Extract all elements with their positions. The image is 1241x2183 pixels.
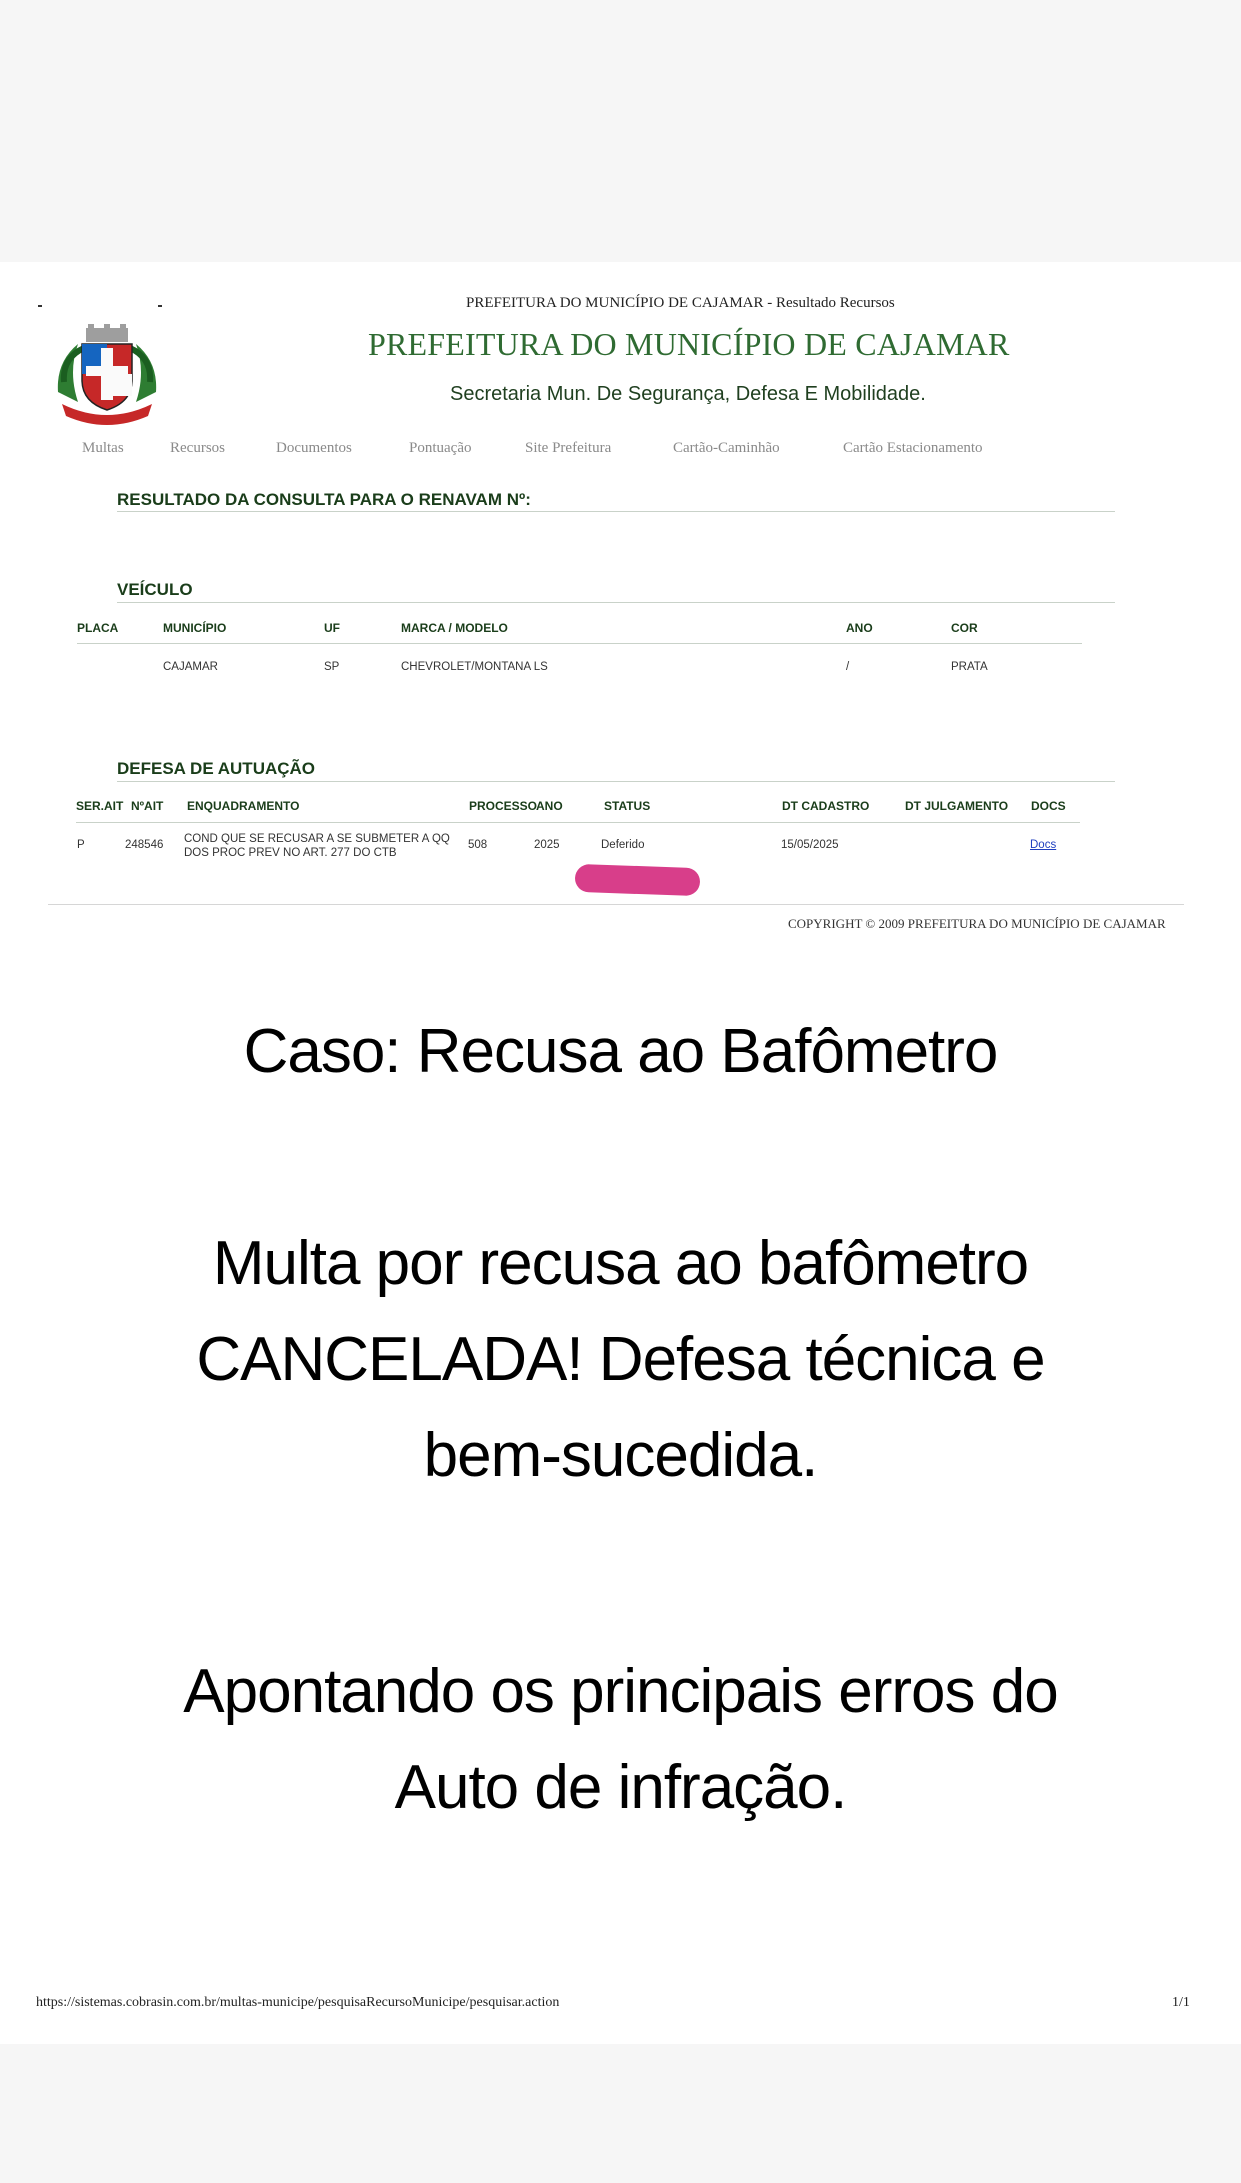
divider (48, 904, 1184, 905)
nav-item-multas[interactable]: Multas (82, 440, 124, 456)
col-header-placa: PLACA (77, 621, 119, 635)
divider (117, 602, 1115, 603)
coat-of-arms-icon (48, 322, 166, 430)
overlay-text-line: bem-sucedida. (423, 1421, 818, 1490)
result-heading: RESULTADO DA CONSULTA PARA O RENAVAM Nº: (117, 490, 531, 509)
cell-n-ait: 248546 (125, 839, 164, 851)
vehicle-heading: VEÍCULO (117, 580, 193, 599)
nav-item-cartao-caminhao[interactable]: Cartão-Caminhão (673, 440, 780, 456)
status-highlight-marker (575, 864, 701, 896)
divider (77, 643, 1082, 644)
col-header-status: STATUS (604, 799, 651, 813)
col-header-dt-julgamento: DT JULGAMENTO (905, 799, 1009, 813)
col-header-n-ait: NºAIT (131, 799, 164, 813)
col-header-enquadramento: ENQUADRAMENTO (187, 799, 300, 813)
page-title: PREFEITURA DO MUNICÍPIO DE CAJAMAR (368, 326, 1010, 362)
col-header-ser-ait: SER.AIT (76, 799, 124, 813)
col-header-processo: PROCESSO (469, 799, 538, 813)
cell-cor: PRATA (951, 661, 988, 673)
enquadramento-line: COND QUE SE RECUSAR A SE SUBMETER A QQ (184, 833, 450, 845)
bottom-margin (0, 2044, 1241, 2183)
footer-page-number: 1/1 (1172, 1995, 1190, 2010)
overlay-text-line: CANCELADA! Defesa técnica e (196, 1325, 1045, 1394)
cell-enquadramento (184, 832, 450, 860)
footer-url: https://sistemas.cobrasin.com.br/multas-municipe/pesquisaRecursoMunicipe/pesquisar.action (36, 1995, 560, 2010)
top-margin (0, 0, 1241, 262)
cell-ser-ait: P (77, 839, 85, 851)
cell-ano: / (846, 661, 850, 673)
col-header-marca-modelo: MARCA / MODELO (401, 621, 508, 635)
nav-item-site-prefeitura[interactable]: Site Prefeitura (525, 440, 612, 456)
col-header-cor: COR (951, 621, 978, 635)
cell-municipio: CAJAMAR (163, 661, 218, 673)
col-header-ano: ANO (536, 799, 563, 813)
divider (117, 781, 1115, 782)
page-subtitle: Secretaria Mun. De Segurança, Defesa E Mobilidade. (450, 383, 926, 405)
cell-ano: 2025 (534, 839, 560, 851)
overlay-text-line: Apontando os principais erros do (183, 1657, 1058, 1726)
nav-item-cartao-estacionamento[interactable]: Cartão Estacionamento (843, 440, 983, 456)
col-header-uf: UF (324, 621, 340, 635)
col-header-ano: ANO (846, 621, 873, 635)
nav-item-pontuacao[interactable]: Pontuação (409, 440, 472, 456)
col-header-docs: DOCS (1031, 799, 1066, 813)
nav-item-recursos[interactable]: Recursos (170, 440, 225, 456)
col-header-municipio: MUNICÍPIO (163, 621, 227, 635)
cell-marca-modelo: CHEVROLET/MONTANA LS (401, 661, 548, 673)
print-header: PREFEITURA DO MUNICÍPIO DE CAJAMAR - Resultado Recursos (466, 295, 895, 311)
docs-link[interactable]: Docs (1030, 839, 1057, 851)
cell-dt-cadastro: 15/05/2025 (781, 839, 839, 851)
cell-status: Deferido (601, 839, 645, 851)
nav-item-documentos[interactable]: Documentos (276, 440, 352, 456)
cell-uf: SP (324, 661, 340, 673)
divider (76, 822, 1080, 823)
overlay-case-title: Caso: Recusa ao Bafômetro (243, 1017, 998, 1086)
overlay-text-line: Multa por recusa ao bafômetro (212, 1229, 1029, 1298)
print-mark (158, 305, 162, 307)
col-header-dt-cadastro: DT CADASTRO (782, 799, 870, 813)
defesa-heading: DEFESA DE AUTUAÇÃO (117, 759, 316, 778)
copyright-text: COPYRIGHT © 2009 PREFEITURA DO MUNICÍPIO DE CAJAMAR (788, 916, 1166, 931)
cell-processo: 508 (468, 839, 488, 851)
enquadramento-line: DOS PROC PREV NO ART. 277 DO CTB (184, 847, 397, 859)
overlay-text-line: Auto de infração. (394, 1753, 847, 1822)
divider (117, 511, 1115, 512)
print-mark (38, 305, 42, 307)
